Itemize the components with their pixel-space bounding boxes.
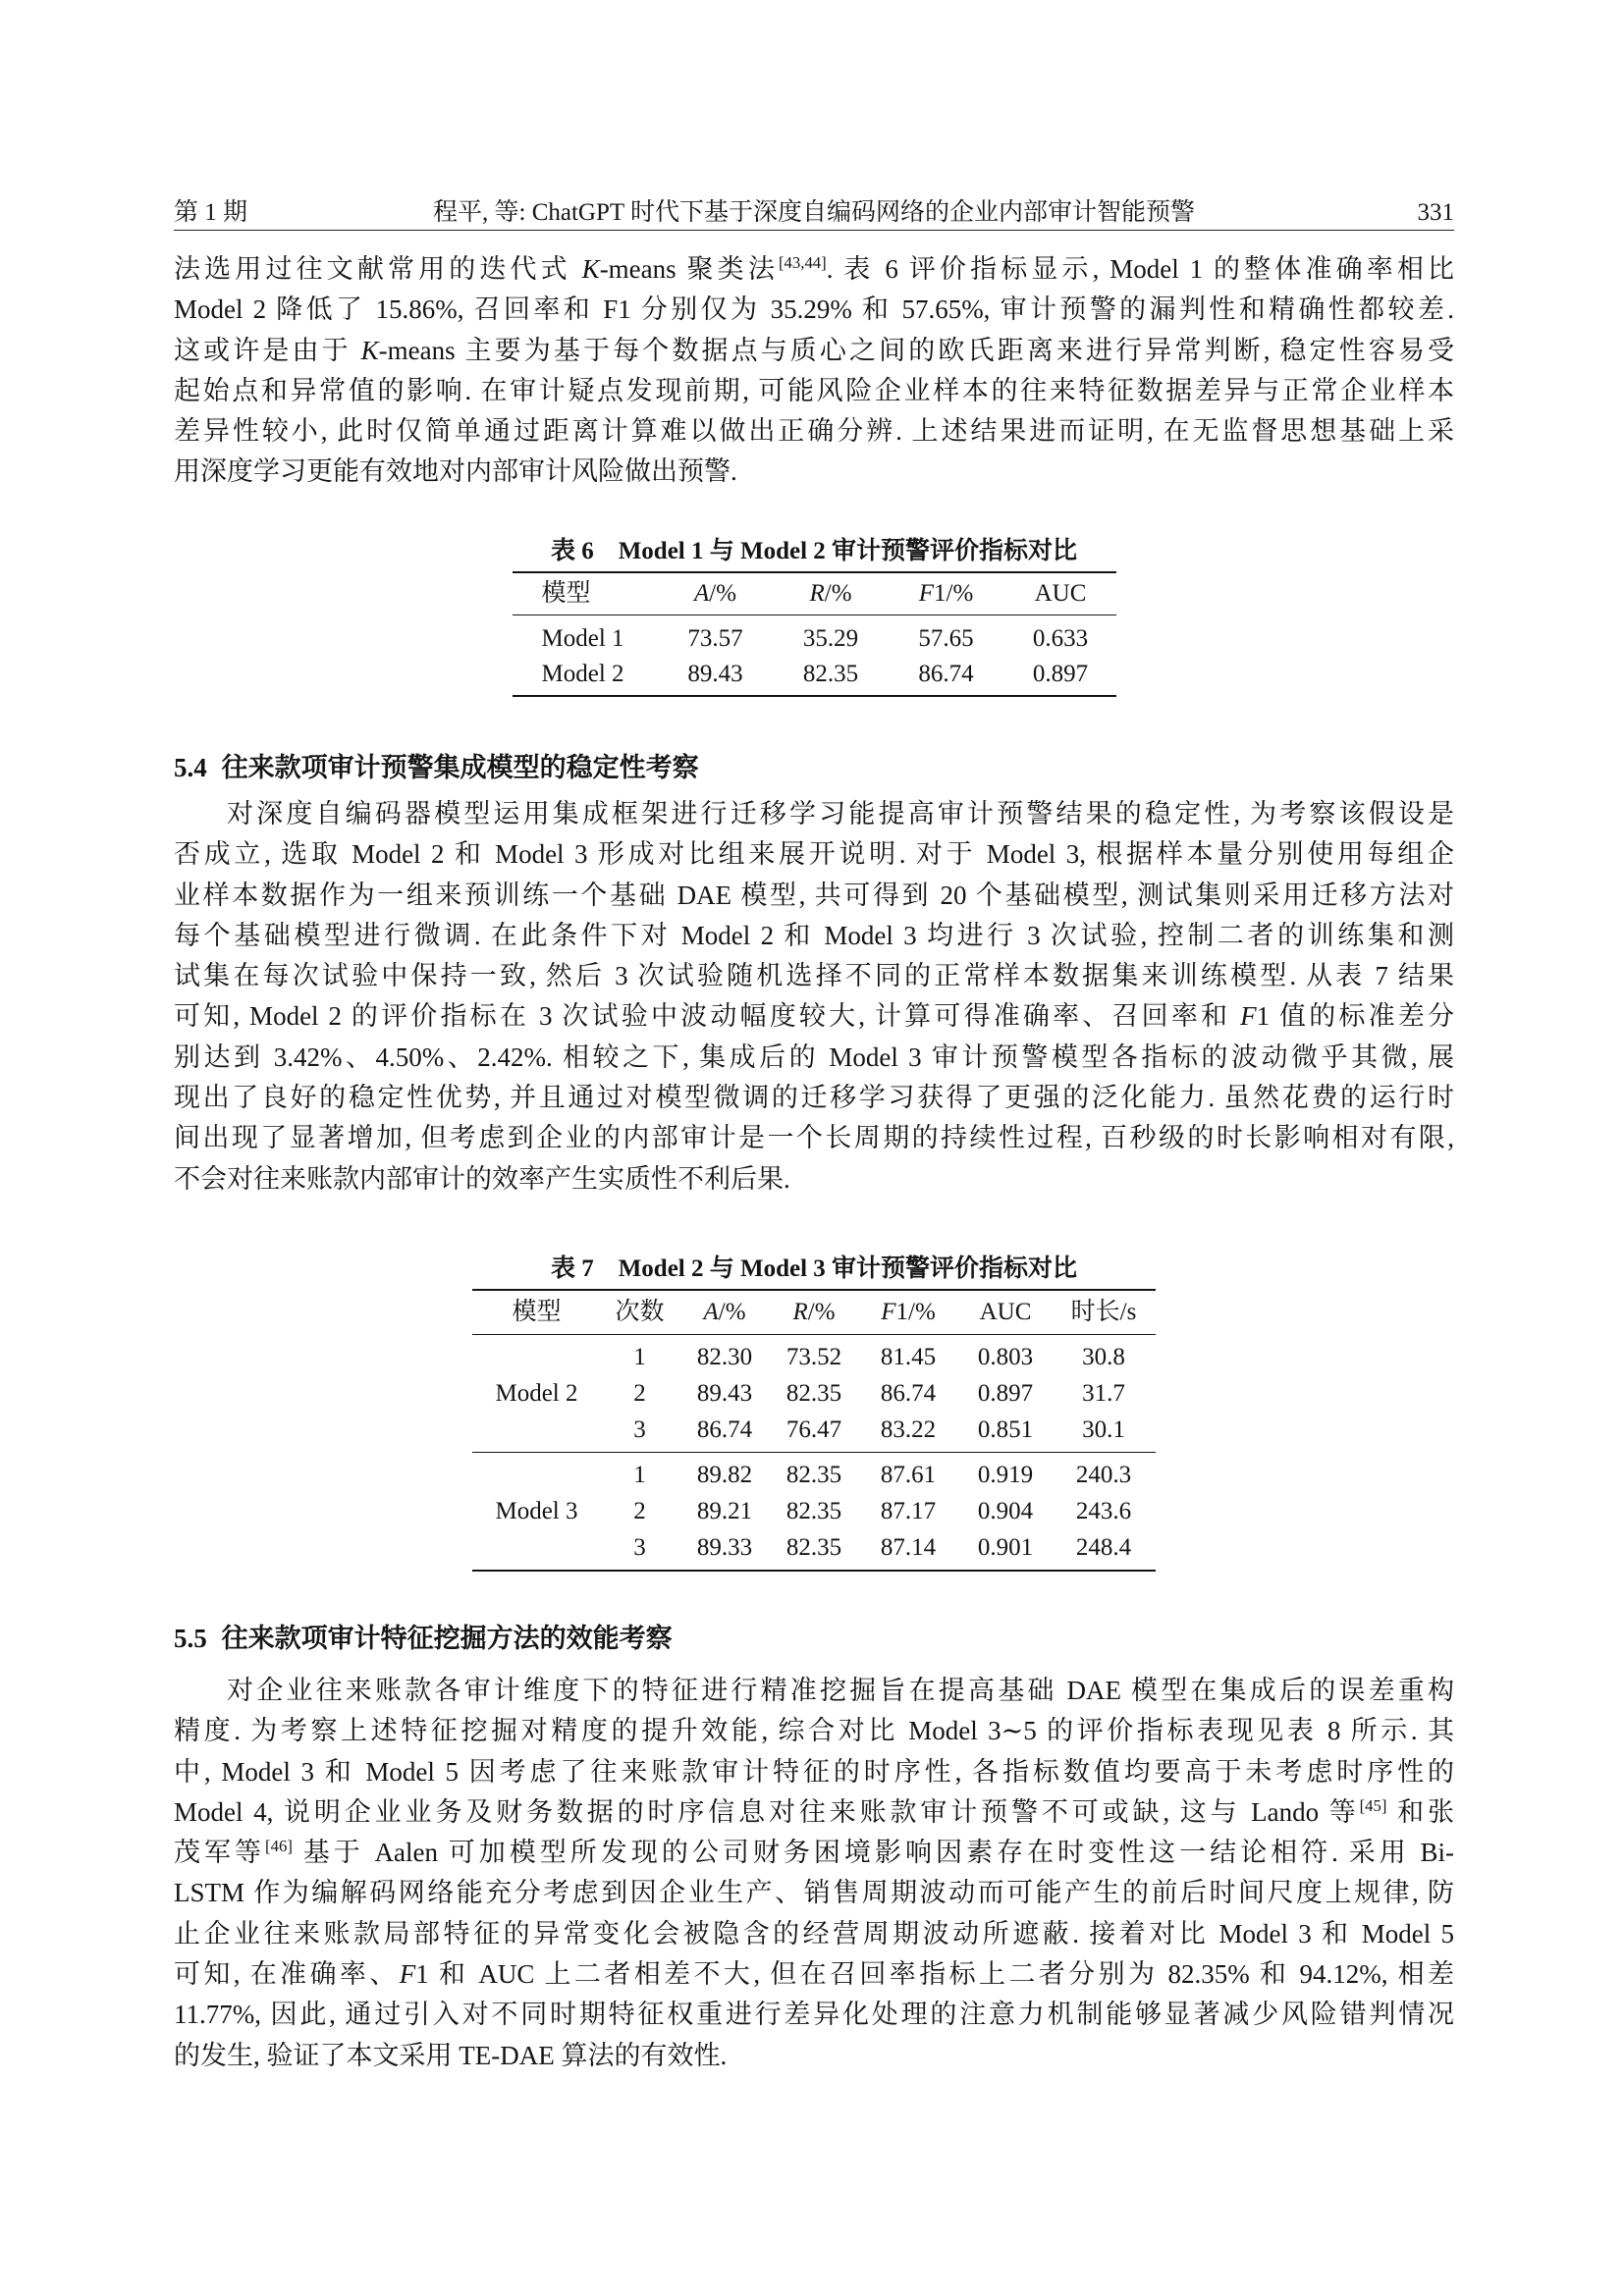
running-header [174, 196, 1454, 231]
column-header [601, 1290, 678, 1335]
table-cell: 30.8 [1082, 1344, 1125, 1370]
text-run: 茂军等 [174, 1838, 266, 1868]
text-line [174, 876, 1454, 916]
paragraph [174, 249, 1454, 493]
text-run: Model 2 降低了 15.86%, 召回率和 F1 分别仅为 35.29% 和 57.65%, 审计预警的漏判性和精确性都较差. [174, 294, 1454, 325]
math-symbol: F [399, 1959, 416, 1990]
model-name-cell: Model 3 [472, 1453, 601, 1572]
text-run: 止企业往来账款局部特征的异常变化会被隐含的经营周期波动所遮蔽. 接着对比 Model 3 和 Model 5 [174, 1918, 1454, 1949]
table-title: Model 2 与 Model 3 审计预警评价指标对比 [618, 1255, 1078, 1282]
table-cell: 82.35 [802, 661, 859, 687]
text-line [174, 956, 1454, 996]
table-7-caption [174, 1250, 1454, 1289]
text-run: 1/% [895, 1299, 936, 1325]
table-cell: 83.22 [880, 1416, 937, 1443]
text-run: /% [807, 1299, 836, 1325]
header-row [472, 1290, 1156, 1335]
text-run: AUC [979, 1299, 1032, 1325]
text-run: 不会对往来账款内部审计的效率产生实质性不利后果. [174, 1163, 790, 1194]
section-title: 往来款项审计预警集成模型的稳定性考察 [221, 753, 699, 782]
text-run: 否成立, 选取 Model 2 和 Model 3 形成对比组来展开说明. 对于 Model 3, 根据样本量分别使用每组企 [174, 839, 1454, 870]
text-line [174, 1159, 1454, 1200]
text-run: 起始点和异常值的影响. 在审计疑点发现前期, 可能风险企业样本的往来特征数据差异与正常企业样本 [174, 375, 1454, 405]
table-cell: 81.45 [880, 1344, 937, 1370]
text-run: 对企业往来账款各审计维度下的特征进行精准挖掘旨在提高基础 DAE 模型在集成后的误差重构 [227, 1676, 1454, 1705]
text-line [174, 452, 1454, 492]
table-cell: 89.21 [696, 1498, 753, 1524]
table-cell: 3 [633, 1534, 646, 1561]
text-run: 试集在每次试验中保持一致, 然后 3 次试验随机选择不同的正常样本数据集来训练模型. 从表 7 结果 [174, 961, 1454, 991]
text-line [174, 290, 1454, 330]
text-run: 法选用过往文献常用的迭代式 [174, 254, 582, 284]
text-line [174, 834, 1454, 875]
paragraph [174, 1671, 1454, 2076]
text-run: 可知, Model 2 的评价指标在 3 次试验中波动幅度较大, 计算可得准确率、召回率和 [174, 1001, 1241, 1032]
model-name-cell: Model 2 [495, 1380, 578, 1407]
paragraph [174, 794, 1454, 1200]
text-run: 的发生, 验证了本文采用 TE-DAE 算法的有效性. [174, 2040, 728, 2070]
table-label: 表 7 [550, 1255, 594, 1282]
table-7 [472, 1289, 1156, 1572]
table-cell: 0.803 [977, 1344, 1034, 1370]
text-run: 中, Model 3 和 Model 5 因考虑了往来账款审计特征的时序性, 各指标数值均要高于未考虑时序性的 [174, 1756, 1454, 1787]
table-cell: 76.47 [785, 1416, 842, 1443]
text-line [174, 1954, 1454, 1995]
text-run: 现出了良好的稳定性优势, 并且通过对模型微调的迁移学习获得了更强的泛化能力. 虽然花费的运行时 [174, 1083, 1454, 1113]
table-cell: 82.35 [785, 1380, 842, 1407]
text-line [174, 1038, 1454, 1078]
text-run: 1/% [934, 580, 974, 607]
citation-superscript: [46] [265, 1837, 293, 1856]
text-run: 模型 [512, 1299, 562, 1325]
table-cell: 2 [633, 1380, 646, 1407]
text-run: LSTM 作为编解码网络能充分考虑到因企业生产、销售周期波动而可能产生的前后时间尺度上规律, 防 [174, 1878, 1454, 1908]
running-title: 程平, 等: ChatGPT 时代下基于深度自编码网络的企业内部审计智能预警 [433, 199, 1195, 226]
table-cell: 87.14 [880, 1534, 937, 1561]
table-cell: 87.17 [880, 1498, 937, 1524]
math-symbol: R [792, 1299, 808, 1325]
text-run: 业样本数据作为一组来预训练一个基础 DAE 模型, 共可得到 20 个基础模型, 测试集则采用迁移方法对 [174, 880, 1454, 910]
text-line [174, 1078, 1454, 1118]
text-run: 对深度自编码器模型运用集成框架进行迁移学习能提高审计预警结果的稳定性, 为考察该假设是 [227, 799, 1454, 828]
column-header [1052, 1290, 1156, 1335]
math-symbol: A [693, 580, 710, 607]
table-cell: 0.904 [977, 1498, 1034, 1524]
text-run: AUC [1034, 580, 1087, 607]
text-line [174, 1711, 1454, 1751]
column-header [472, 1290, 601, 1335]
text-run: -means 聚类法 [599, 254, 779, 284]
table-cell: 89.33 [696, 1534, 753, 1561]
text-run: 1 和 AUC 上二者相差不大, 但在召回率指标上二者分别为 82.35% 和 94.12%, 相差 [415, 1959, 1454, 1990]
table-cell: 1 [633, 1344, 646, 1370]
table-row [472, 1453, 1156, 1494]
math-symbol: F [881, 1299, 896, 1325]
column-header [888, 572, 1005, 615]
table-cell: 243.6 [1075, 1498, 1132, 1524]
table-cell: 240.3 [1052, 1453, 1156, 1494]
text-line [174, 794, 1454, 834]
column-header [775, 572, 888, 615]
text-line [174, 1914, 1454, 1954]
text-run: 次数 [615, 1299, 665, 1325]
column-header [857, 1290, 959, 1335]
page-number: 331 [1417, 199, 1454, 226]
table-6-caption [174, 532, 1454, 571]
table-cell: 0.897 [977, 1380, 1034, 1407]
table-cell: 82.35 [771, 1453, 857, 1494]
text-line [174, 1792, 1454, 1833]
text-run: 基于 Aalen 可加模型所发现的公司财务困境影响因素存在时变性这一结论相符. 采用 Bi- [292, 1838, 1454, 1868]
column-header [678, 1290, 771, 1335]
text-run: 11.77%, 因此, 通过引入对不同时期特征权重进行差异化处理的注意力机制能够显著减少风险错判情况 [174, 2000, 1454, 2030]
text-run: 用深度学习更能有效地对内部审计风险做出预警. [174, 456, 737, 487]
text-line [174, 1671, 1454, 1711]
text-run: 间出现了显著增加, 但考虑到企业的内部审计是一个长周期的持续性过程, 百秒级的时长影响相对有限, [174, 1123, 1454, 1153]
table-cell: 2 [633, 1498, 646, 1524]
table-cell: 87.61 [857, 1453, 959, 1494]
table-header [472, 1290, 1156, 1335]
text-run: 每个基础模型进行微调. 在此条件下对 Model 2 和 Model 3 均进行 3 次试验, 控制二者的训练集和测 [174, 920, 1454, 950]
table-body-group [472, 1453, 1156, 1572]
table-cell: 31.7 [1082, 1380, 1125, 1407]
text-line [174, 371, 1454, 411]
table-cell: 30.1 [1082, 1416, 1125, 1443]
text-run: 可知, 在准确率、 [174, 1959, 400, 1990]
table-body-group [472, 1335, 1156, 1453]
math-symbol: K [581, 254, 600, 284]
text-line [174, 1873, 1454, 1913]
table-cell: 86.74 [918, 661, 974, 687]
text-run: 时长/s [1070, 1299, 1137, 1325]
table-cell: 86.74 [880, 1380, 937, 1407]
table-label: 表 6 [550, 538, 594, 564]
table-header [513, 572, 1116, 615]
math-symbol: F [1240, 1001, 1257, 1032]
text-run: 别达到 3.42%、4.50%、2.42%. 相较之下, 集成后的 Model 3 审计预警模型各指标的波动微乎其微, 展 [174, 1041, 1454, 1072]
table-cell: 0.851 [977, 1416, 1034, 1443]
text-line [174, 1752, 1454, 1792]
text-line [174, 996, 1454, 1037]
table-cell: 0.901 [977, 1534, 1034, 1561]
text-line [174, 2036, 1454, 2076]
table-cell: Model 2 [541, 661, 624, 687]
table-cell: 89.82 [678, 1453, 771, 1494]
table-cell: 0.897 [1032, 661, 1089, 687]
table-cell: 35.29 [802, 625, 859, 652]
text-line [174, 1833, 1454, 1873]
citation-superscript: [43,44] [778, 252, 827, 272]
section-heading [174, 1619, 1454, 1658]
column-header [513, 572, 657, 615]
table-cell: 0.919 [959, 1453, 1052, 1494]
text-run: 差异性较小, 此时仅简单通过距离计算难以做出正确分辨. 上述结果进而证明, 在无监督思想基础上采 [174, 416, 1454, 447]
section-title: 往来款项审计特征挖掘方法的效能考察 [221, 1624, 673, 1653]
table-cell: 82.35 [785, 1498, 842, 1524]
table-cell: 86.74 [696, 1416, 753, 1443]
citation-superscript: [45] [1359, 1795, 1387, 1815]
math-symbol: R [809, 580, 825, 607]
text-run: 精度. 为考察上述特征挖掘对精度的提升效能, 综合对比 Model 3∼5 的评价指标表现见表 8 所示. 其 [174, 1716, 1454, 1746]
section-number: 5.5 [174, 1624, 207, 1653]
table-title: Model 1 与 Model 2 审计预警评价指标对比 [618, 538, 1078, 564]
table-cell: 1 [601, 1453, 678, 1494]
table-cell: 57.65 [918, 625, 974, 652]
text-run: 这或许是由于 [174, 335, 361, 365]
column-header [1005, 572, 1116, 615]
text-run: /% [718, 1299, 746, 1325]
table-row [513, 657, 1116, 696]
math-symbol: F [918, 580, 934, 607]
math-symbol: A [703, 1299, 719, 1325]
text-line [174, 249, 1454, 290]
table-6 [513, 571, 1116, 697]
text-run: 和张 [1386, 1796, 1455, 1827]
column-header [771, 1290, 857, 1335]
text-run: /% [709, 580, 737, 607]
section-heading [174, 748, 1454, 787]
table-row [513, 615, 1116, 658]
text-run: 模型 [541, 580, 591, 607]
table-cell: 3 [633, 1416, 646, 1443]
table-cell: Model 1 [541, 625, 624, 652]
text-run: . 表 6 评价指标显示, Model 1 的整体准确率相比 [826, 254, 1454, 284]
table-cell: 82.30 [696, 1344, 753, 1370]
math-symbol: K [360, 335, 379, 365]
table-cell: 89.43 [687, 661, 743, 687]
text-line [174, 331, 1454, 371]
table-row [472, 1335, 1156, 1376]
section-number: 5.4 [174, 753, 207, 782]
table-cell: 73.57 [687, 625, 743, 652]
column-header [657, 572, 775, 615]
table-cell: 0.633 [1032, 625, 1089, 652]
table-cell: 248.4 [1075, 1534, 1132, 1561]
text-line [174, 411, 1454, 452]
text-line [174, 916, 1454, 956]
column-header [959, 1290, 1052, 1335]
table-cell: 82.35 [785, 1534, 842, 1561]
issue-number: 第 1 期 [174, 199, 248, 226]
header-row [513, 572, 1116, 615]
table-6-block [174, 532, 1454, 697]
table-body-group [513, 615, 1116, 697]
text-line [174, 1995, 1454, 2035]
text-run: /% [824, 580, 852, 607]
table-7-block [174, 1250, 1454, 1572]
text-run: 1 值的标准差分 [1256, 1001, 1454, 1032]
table-cell: 73.52 [785, 1344, 842, 1370]
text-run: -means 主要为基于每个数据点与质心之间的欧氏距离来进行异常判断, 稳定性容易受 [378, 335, 1455, 365]
text-run: Model 4, 说明企业业务及财务数据的时序信息对往来账款审计预警不可或缺, 这与 Lando 等 [174, 1796, 1360, 1827]
table-cell: 89.43 [696, 1380, 753, 1407]
text-line [174, 1118, 1454, 1158]
